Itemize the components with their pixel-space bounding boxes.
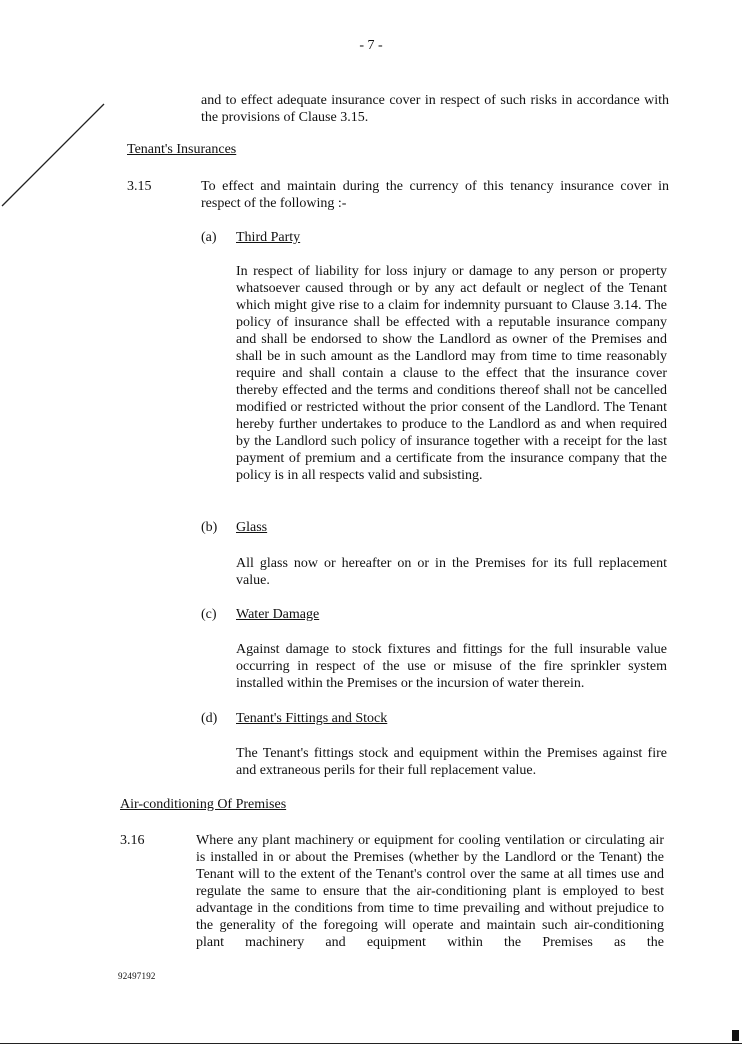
item-label: (d) [201,711,218,726]
item-text: All glass now or hereafter on or in the Premises for its full replacement value. [236,556,667,588]
clause-text: Where any plant machinery or equipment for cooling ventilation or circulating air is installed in or about the Premises (whether by the Landlord or the Tenant) the Tenant will to the extent of the Tenant's control over the same at all times use and regulate the same to ensure that the air-conditioning plant is employed to best advantage in the conditions from time to time prevailing and without prejudice to the generality of the foregoing will operate and maintain such air-conditioning plant machinery and equipment within the Premises as the [196,833,664,950]
item-title: Third Party [236,230,301,245]
bottom-rule [0,1043,742,1044]
item-text: In respect of liability for loss injury or damage to any person or property whatsoever caused through or by any act default or neglect of the Tenant which might give rise to a claim for indemnity pursuant to Clause 3.14. The policy of insurance shall be effected with a reputable insurance company and shall be endorsed to show the Landlord as owner of the Premises and shall be in such amount as the Landlord may from time to time reasonably require and shall contain a clause to the effect that the insurance cover thereby effected and the terms and conditions thereof shall not be cancelled modified or restricted without the prior consent of the Landlord. The Tenant hereby further undertakes to produce to the Landlord as and when required by the Landlord such policy of insurance together with a receipt for the last payment of premium and a certificate from the insurance company that the policy is in all respects valid and subsisting. [236,264,667,483]
item-label: (c) [201,607,217,622]
document-reference-code: 92497192 [118,971,156,981]
air-conditioning-heading: Air-conditioning Of Premises [120,797,287,812]
clause-number: 3.16 [120,833,145,848]
clause-text: To effect and maintain during the currency of this tenancy insurance cover in respect of the following :- [201,179,669,211]
item-title: Water Damage [236,607,320,622]
item-label: (a) [201,230,217,245]
margin-pen-stroke [0,0,120,210]
item-text: Against damage to stock fixtures and fittings for the full insurable value occurring in respect of the use or misuse of the fire sprinkler system installed within the Premises or the incursion of water therein. [236,642,667,691]
intro-paragraph: and to effect adequate insurance cover in respect of such risks in accordance with the provisions of Clause 3.15. [201,93,669,125]
scan-corner-mark [732,1030,739,1041]
clause-number: 3.15 [127,179,152,194]
page-number: - 7 - [359,38,383,53]
item-text: The Tenant's fittings stock and equipment within the Premises against fire and extraneous perils for their full replacement value. [236,746,667,778]
item-title: Glass [236,520,268,535]
tenants-insurances-heading: Tenant's Insurances [127,142,237,157]
item-title: Tenant's Fittings and Stock [236,711,388,726]
item-label: (b) [201,520,218,535]
